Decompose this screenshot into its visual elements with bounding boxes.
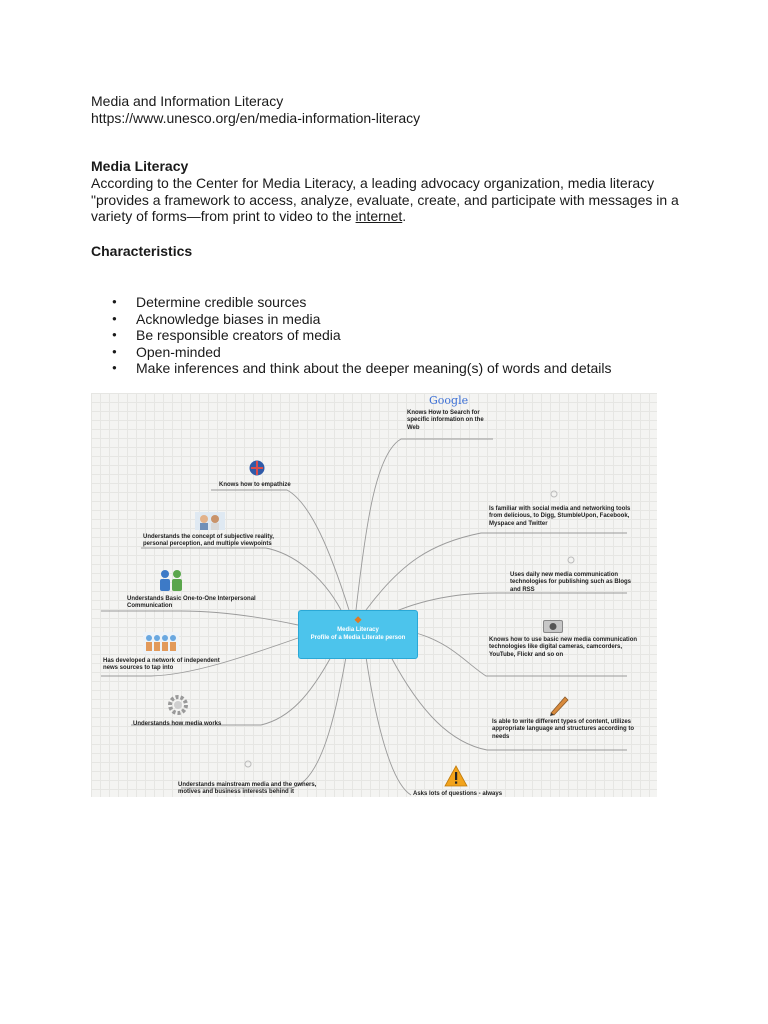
mind-map-center-node (298, 610, 418, 659)
source-url[interactable]: https://www.unesco.org/en/media-information-literacy (91, 110, 421, 126)
bullet-icon: ● (112, 297, 117, 306)
characteristics-heading: Characteristics (91, 243, 193, 259)
mind-map-node: Knows how to empathize (219, 482, 291, 488)
paragraph-end: . (402, 208, 407, 224)
link-icon (567, 556, 575, 564)
link-icon (244, 760, 252, 768)
list-item: ● Open-minded (112, 343, 221, 360)
list-item: ● Make inferences and think about the deeper meaning(s) of words and details (112, 360, 612, 376)
list-item: ● Acknowledge biases in media (112, 310, 321, 327)
characteristics-list (91, 294, 612, 377)
mind-map-node: Asks lots of questions - always (413, 791, 503, 797)
link-icon (550, 490, 558, 498)
pencil-icon (547, 693, 571, 717)
bullet-icon: ● (112, 330, 117, 339)
bullet-icon: ● (112, 363, 117, 372)
media-literacy-paragraph (91, 175, 691, 225)
mind-map-node: Understands mainstream media and the owners, motives and business interests behind it (178, 782, 317, 796)
paragraph-text: According to the Center for Media Literacy, a leading advocacy organization, media literacy "provides a framework to access, analyze, evaluate, create, and participate with messages in a variety of forms—from print to video to the (91, 175, 679, 224)
bullet-icon: ● (112, 313, 117, 323)
hands-icon: ❖ (353, 615, 363, 625)
media-literacy-heading: Media Literacy (91, 158, 189, 174)
users-icon (159, 569, 183, 591)
center-subtitle: Profile of a Media Literate person (310, 634, 406, 641)
mind-map-node: Is able to write different types of content, utilizes appropriate language and structures according to needs (492, 719, 635, 740)
mind-map-node: Uses daily new media communication technologies for publishing such as Blogs and RSS (510, 572, 632, 593)
document-title: Media and Information Literacy (91, 93, 284, 109)
network-people-icon (143, 632, 179, 654)
bullet-icon: ● (112, 346, 117, 356)
people-photo-icon (195, 512, 225, 530)
mind-map-node: Has developed a network of independent news sources to tap into (103, 658, 220, 672)
internet-link[interactable]: internet (355, 208, 403, 224)
list-item: ● Determine credible sources (112, 294, 307, 310)
warning-icon (444, 765, 468, 787)
mind-map-node: Knows how to use basic new media communication technologies like digital cameras, camcorders, YouTube, Flickr and so on (489, 637, 638, 658)
list-item: ● Be responsible creators of media (112, 327, 341, 343)
mind-map-node: Understands Basic One-to-One Interpersonal Communication (127, 596, 256, 610)
mind-map-node: Understands the concept of subjective reality, personal perception, and multiple viewpoints (143, 534, 274, 548)
google-logo-icon: Google (429, 394, 469, 407)
mind-map-image (91, 393, 657, 797)
center-title: Media Literacy (337, 627, 379, 633)
mind-map-node: Understands how media works (133, 721, 222, 727)
globe-icon (249, 460, 265, 476)
mind-map-node: Is familiar with social media and networking tools from delicious, to Digg, StumbleUpon, Facebook, Myspace and Twitter (489, 506, 631, 527)
camera-icon (543, 619, 563, 633)
gear-icon (167, 694, 189, 716)
mind-map-node: Knows How to Search for specific information on the Web (407, 410, 484, 431)
